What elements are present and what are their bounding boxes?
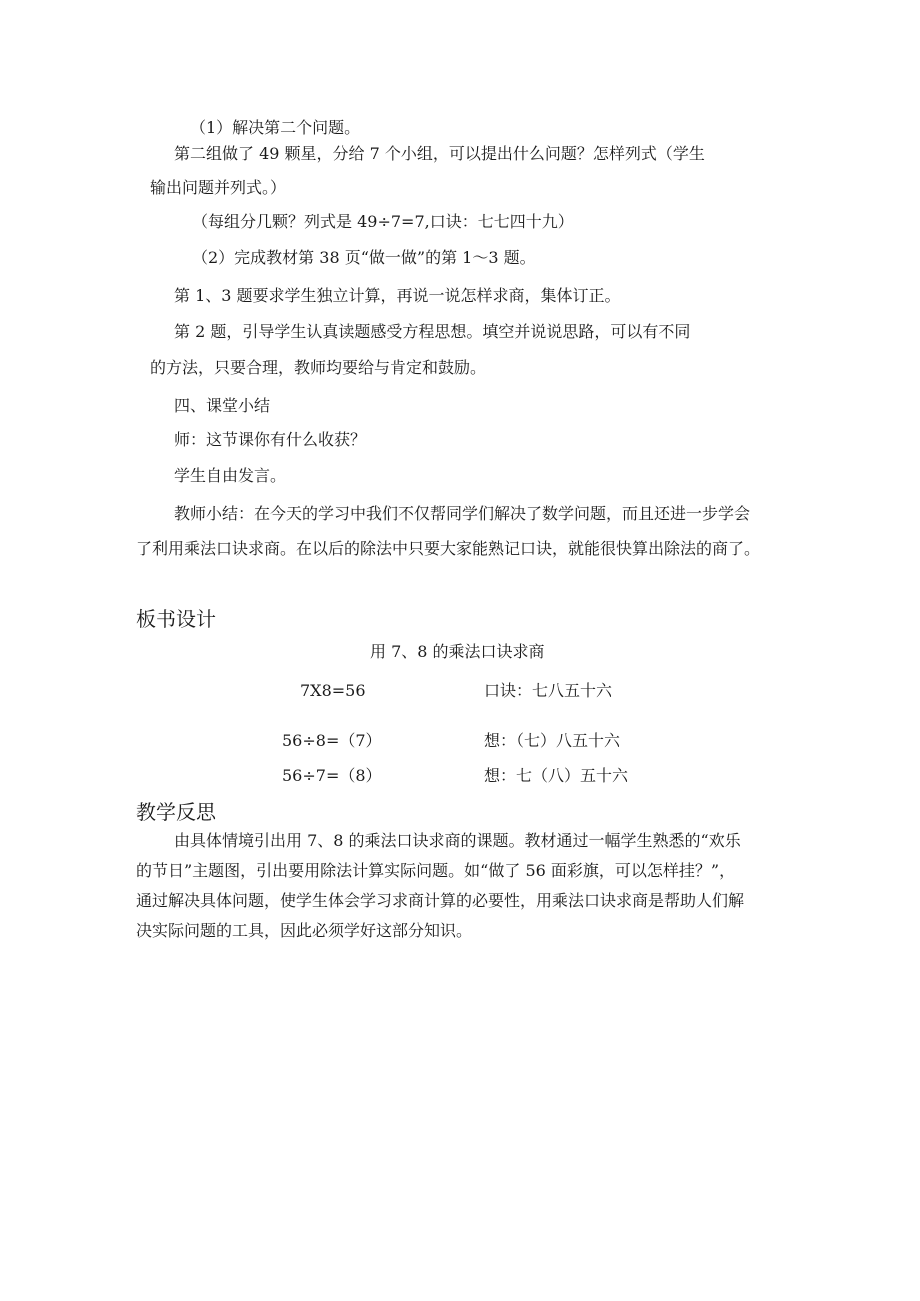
board-design-title: 用 7、8 的乘法口诀求商 — [370, 642, 545, 661]
teacher-question: 师：这节课你有什么收获？ — [174, 430, 367, 449]
student-response: 学生自由发言。 — [174, 466, 287, 485]
board-design-heading: 板书设计 — [136, 607, 216, 631]
item2-note1: 第 1、3 题要求学生独立计算，再说一说怎样求商，集体订正。 — [174, 286, 621, 305]
item1-title: （1）解决第二个问题。 — [190, 118, 361, 137]
reflection-line4: 决实际问题的工具，因此必须学好这部分知识。 — [136, 921, 473, 940]
board-equation-3: 56÷7=（8） — [282, 766, 382, 785]
board-note-3: 想：七（八）五十六 — [484, 766, 629, 785]
item2-title: （2）完成教材第 38 页“做一做”的第 1～3 题。 — [192, 248, 536, 267]
board-note-2: 想：（七）八五十六 — [484, 731, 621, 750]
reflection-line2: 的节日”主题图，引出要用除法计算实际问题。如“做了 56 面彩旗，可以怎样挂？”， — [136, 861, 736, 880]
section-four-title: 四、课堂小结 — [174, 396, 271, 415]
reflection-line3: 通过解决具体问题，使学生体会学习求商计算的必要性，用乘法口诀求商是帮助人们解 — [136, 891, 745, 910]
board-equation-1: 7X8=56 — [300, 681, 366, 700]
reflection-heading: 教学反思 — [136, 800, 216, 824]
item2-note2-line2: 的方法，只要合理，教师均要给与肯定和鼓励。 — [150, 358, 487, 377]
teacher-summary-line2: 了利用乘法口诀求商。在以后的除法中只要大家能熟记口诀，就能很快算出除法的商了。 — [136, 539, 761, 558]
item1-question-line2: 输出问题并列式。） — [150, 178, 287, 197]
item1-answer: （每组分几颗？列式是 49÷7=7,口诀：七七四十九） — [192, 212, 574, 231]
item2-note2-line1: 第 2 题，引导学生认真读题感受方程思想。填空并说说思路，可以有不同 — [174, 322, 691, 341]
item1-question-line1: 第二组做了 49 颗星，分给 7 个小组，可以提出什么问题？怎样列式（学生 — [174, 144, 705, 163]
board-equation-2: 56÷8=（7） — [282, 731, 382, 750]
teacher-summary-line1: 教师小结：在今天的学习中我们不仅帮同学们解决了数学问题，而且还进一步学会 — [174, 504, 751, 523]
reflection-line1: 由具体情境引出用 7、8 的乘法口诀求商的课题。教材通过一幅学生熟悉的“欢乐 — [174, 831, 741, 850]
board-note-1: 口诀：七八五十六 — [484, 681, 613, 700]
